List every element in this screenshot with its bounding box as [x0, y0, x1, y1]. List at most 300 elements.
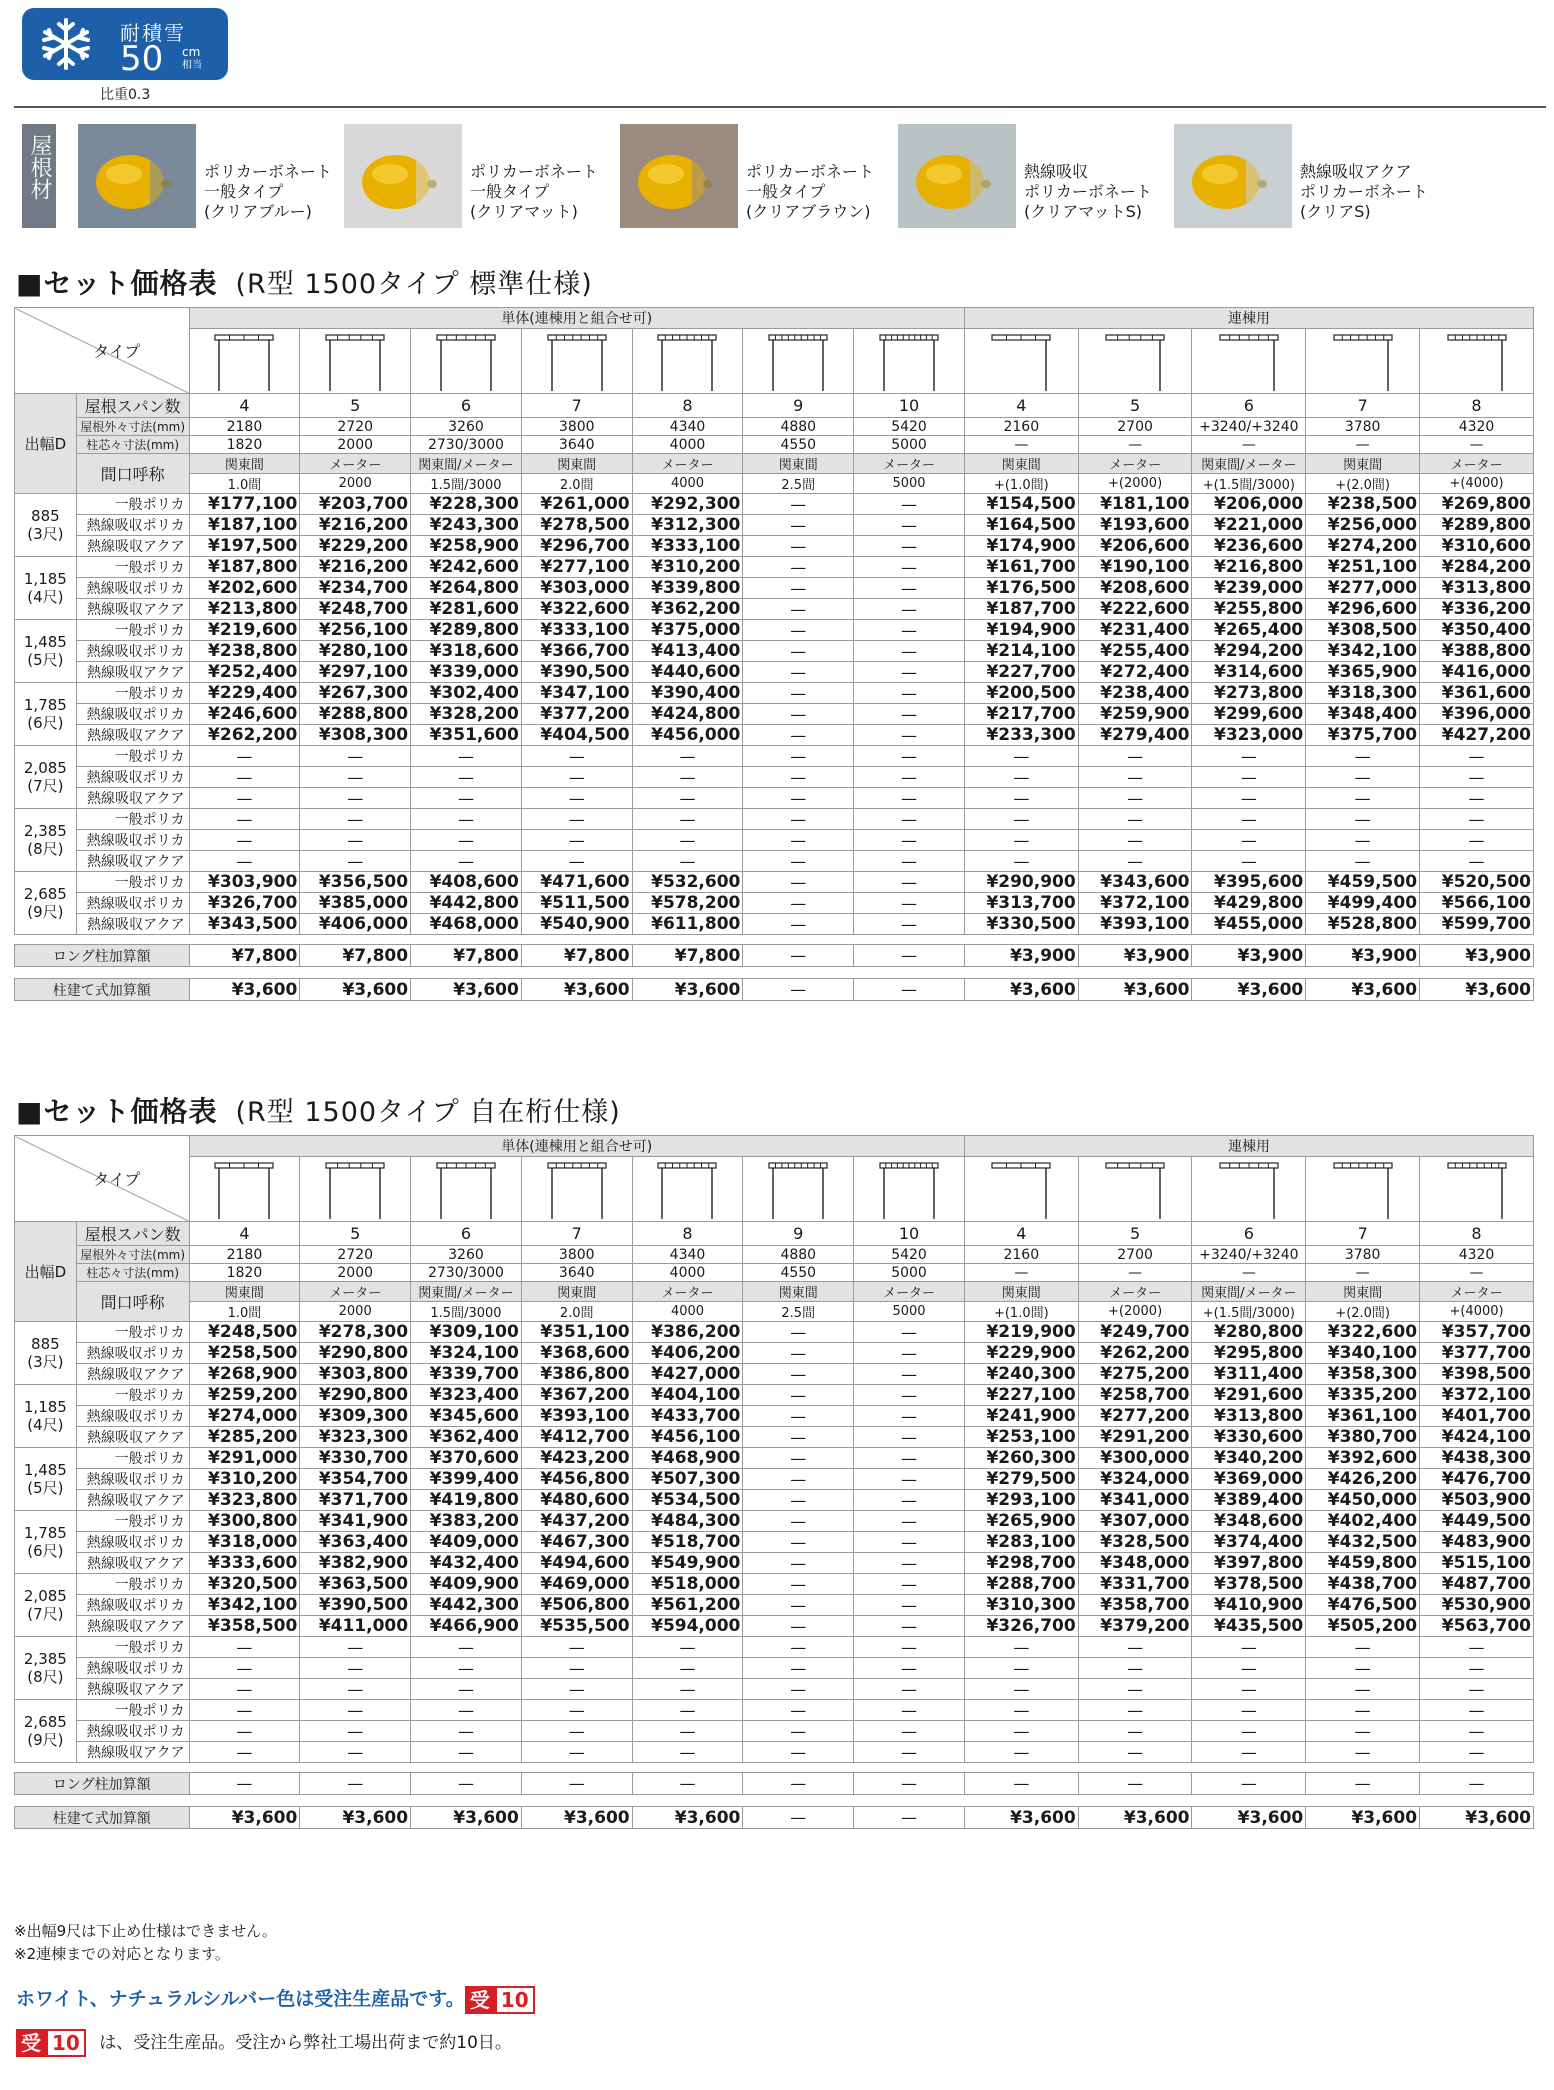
header-value: 9 — [743, 394, 854, 418]
long-post-value: — — [1420, 1773, 1534, 1795]
type-diagram-icon — [1306, 329, 1420, 394]
price-na: — — [1306, 1658, 1420, 1679]
price-cell: ¥274,000 — [189, 1406, 300, 1427]
roof-material-line: ポリカーボネート — [1300, 182, 1428, 201]
lemon-photo — [78, 124, 196, 228]
frontage-bottom: +(2.0間) — [1306, 1302, 1420, 1322]
price-cell: ¥176,500 — [964, 578, 1078, 599]
price-na: — — [189, 830, 300, 851]
header-value: 5 — [1078, 1222, 1192, 1246]
price-na: — — [743, 767, 854, 788]
price-cell: ¥404,100 — [632, 1385, 743, 1406]
price-na: — — [521, 1742, 632, 1763]
roof-material-line: 熱線吸収 — [1024, 162, 1089, 181]
header-value: 10 — [854, 394, 965, 418]
glass-type: 熱線吸収アクア — [76, 662, 189, 683]
price-na: — — [300, 851, 411, 872]
header-value: 6 — [1192, 1222, 1306, 1246]
price-na: — — [1078, 1721, 1192, 1742]
type-diagram-icon — [632, 329, 743, 394]
price-na: — — [743, 704, 854, 725]
roof-material-line: 一般タイプ — [204, 182, 284, 201]
price-cell: ¥367,200 — [521, 1385, 632, 1406]
header-value: 4 — [964, 1222, 1078, 1246]
price-na: — — [1192, 788, 1306, 809]
post-style-value: ¥3,600 — [1420, 979, 1534, 1001]
price-cell: ¥214,100 — [964, 641, 1078, 662]
width-mm: 1,485 — [23, 1461, 67, 1479]
price-cell: ¥275,200 — [1078, 1364, 1192, 1385]
price-na: — — [1078, 746, 1192, 767]
price-na: — — [854, 746, 965, 767]
price-cell: ¥213,800 — [189, 599, 300, 620]
price-cell: ¥382,900 — [300, 1553, 411, 1574]
price-cell: ¥432,500 — [1306, 1532, 1420, 1553]
table-row — [15, 641, 1534, 662]
price-na: — — [411, 851, 522, 872]
price-na: — — [743, 1679, 854, 1700]
header-value: 8 — [1420, 1222, 1534, 1246]
roof-material-line: ポリカーボネート — [1024, 182, 1152, 201]
price-na: — — [411, 1742, 522, 1763]
lemon-photo — [344, 124, 462, 228]
header-value: 3780 — [1306, 1246, 1420, 1264]
long-post-value: ¥7,800 — [300, 945, 411, 967]
table-row — [15, 1574, 1534, 1595]
price-cell: ¥530,900 — [1420, 1595, 1534, 1616]
price-cell: ¥371,700 — [300, 1490, 411, 1511]
price-na: — — [743, 830, 854, 851]
price-na: — — [743, 1616, 854, 1637]
price-cell: ¥561,200 — [632, 1595, 743, 1616]
post-style-value: ¥3,600 — [964, 979, 1078, 1001]
price-cell: ¥343,500 — [189, 914, 300, 935]
group-multi: 連棟用 — [964, 1136, 1533, 1157]
glass-type: 一般ポリカ — [76, 683, 189, 704]
glass-type: 一般ポリカ — [76, 1511, 189, 1532]
price-cell: ¥340,100 — [1306, 1343, 1420, 1364]
price-na: — — [743, 725, 854, 746]
table-row — [15, 662, 1534, 683]
width-header: 出幅D — [15, 394, 77, 494]
section-subtitle: (R型 1500タイプ 標準仕様) — [235, 269, 593, 300]
header-value: 5420 — [854, 418, 965, 436]
header-value: 5420 — [854, 1246, 965, 1264]
price-na: — — [854, 1658, 965, 1679]
long-post-row — [15, 945, 1534, 967]
price-na: — — [854, 1406, 965, 1427]
price-na: — — [743, 536, 854, 557]
price-cell: ¥326,700 — [189, 893, 300, 914]
long-post-value: ¥7,800 — [411, 945, 522, 967]
width-mm: 1,785 — [23, 1524, 67, 1542]
price-cell: ¥200,500 — [964, 683, 1078, 704]
price-cell: ¥278,300 — [300, 1322, 411, 1343]
price-na: — — [521, 1637, 632, 1658]
price-cell: ¥348,000 — [1078, 1553, 1192, 1574]
roof-material-line: (クリアブラウン) — [746, 202, 871, 221]
price-cell: ¥274,200 — [1306, 536, 1420, 557]
glass-type: 熱線吸収ポリカ — [76, 1658, 189, 1679]
price-cell: ¥310,200 — [632, 557, 743, 578]
type-diagram-icon — [300, 1157, 411, 1222]
roof-material-tag — [22, 124, 56, 228]
price-cell: ¥408,600 — [411, 872, 522, 893]
price-na: — — [300, 1658, 411, 1679]
spacer-cell — [15, 935, 1534, 945]
price-na: — — [854, 1721, 965, 1742]
price-cell: ¥273,800 — [1192, 683, 1306, 704]
price-cell: ¥238,400 — [1078, 683, 1192, 704]
table-row — [15, 1490, 1534, 1511]
price-cell: ¥303,800 — [300, 1364, 411, 1385]
price-cell: ¥599,700 — [1420, 914, 1534, 935]
price-cell: ¥432,400 — [411, 1553, 522, 1574]
price-cell: ¥239,000 — [1192, 578, 1306, 599]
price-cell: ¥246,600 — [189, 704, 300, 725]
type-diagram-icon — [521, 329, 632, 394]
price-na: — — [854, 620, 965, 641]
price-cell: ¥154,500 — [964, 494, 1078, 515]
post-style-value: ¥3,600 — [1306, 1807, 1420, 1829]
price-cell: ¥379,200 — [1078, 1616, 1192, 1637]
price-cell: ¥528,800 — [1306, 914, 1420, 935]
table-row — [15, 1658, 1534, 1679]
header-value: 3800 — [521, 1246, 632, 1264]
price-na: — — [411, 767, 522, 788]
header-value: 6 — [411, 1222, 522, 1246]
type-diagram-icon — [743, 329, 854, 394]
header-value: 4 — [189, 1222, 300, 1246]
price-na: — — [964, 1637, 1078, 1658]
price-na: — — [1306, 830, 1420, 851]
price-cell: ¥390,500 — [521, 662, 632, 683]
price-na: — — [1078, 788, 1192, 809]
price-cell: ¥277,200 — [1078, 1406, 1192, 1427]
glass-type: 熱線吸収アクア — [76, 1679, 189, 1700]
price-cell: ¥288,700 — [964, 1574, 1078, 1595]
header-row-spans — [15, 1222, 1534, 1246]
price-cell: ¥322,600 — [1306, 1322, 1420, 1343]
table-row — [15, 536, 1534, 557]
type-diagram-icon — [964, 329, 1078, 394]
price-cell: ¥377,200 — [521, 704, 632, 725]
price-na: — — [854, 1343, 965, 1364]
price-na: — — [1192, 1721, 1306, 1742]
price-cell: ¥388,800 — [1420, 641, 1534, 662]
price-cell: ¥309,300 — [300, 1406, 411, 1427]
price-cell: ¥280,100 — [300, 641, 411, 662]
table-row — [15, 1532, 1534, 1553]
price-cell: ¥229,200 — [300, 536, 411, 557]
header-value: 7 — [1306, 1222, 1420, 1246]
price-cell: ¥378,500 — [1192, 1574, 1306, 1595]
glass-type: 熱線吸収アクア — [76, 1364, 189, 1385]
price-cell: ¥310,200 — [189, 1469, 300, 1490]
price-cell: ¥419,800 — [411, 1490, 522, 1511]
price-cell: ¥277,100 — [521, 557, 632, 578]
price-cell: ¥459,500 — [1306, 872, 1420, 893]
width-cell — [15, 494, 77, 557]
price-na: — — [1192, 746, 1306, 767]
price-na: — — [300, 1637, 411, 1658]
price-cell: ¥310,600 — [1420, 536, 1534, 557]
table-row — [15, 767, 1534, 788]
price-na: — — [632, 1721, 743, 1742]
price-na: — — [1420, 1700, 1534, 1721]
type-diagram-icon — [743, 1157, 854, 1222]
price-cell: ¥330,600 — [1192, 1427, 1306, 1448]
header-value: 2730/3000 — [411, 436, 522, 454]
width-cell — [15, 1637, 77, 1700]
price-cell: ¥174,900 — [964, 536, 1078, 557]
roof-material-line: (クリアブルー) — [204, 202, 312, 221]
header-row-group — [15, 308, 1534, 329]
price-cell: ¥540,900 — [521, 914, 632, 935]
price-na: — — [1078, 830, 1192, 851]
price-cell: ¥281,600 — [411, 599, 522, 620]
price-cell: ¥466,900 — [411, 1616, 522, 1637]
price-cell: ¥361,100 — [1306, 1406, 1420, 1427]
price-na: — — [854, 893, 965, 914]
header-value: 4550 — [743, 1264, 854, 1282]
price-cell: ¥506,800 — [521, 1595, 632, 1616]
price-cell: ¥442,800 — [411, 893, 522, 914]
header-row-post — [15, 436, 1534, 454]
price-cell: ¥300,800 — [189, 1511, 300, 1532]
price-na: — — [854, 1553, 965, 1574]
roof-material-label — [746, 162, 874, 222]
header-row-frontage-bottom — [15, 1302, 1534, 1322]
price-cell: ¥341,900 — [300, 1511, 411, 1532]
frontage-bottom: 2.5間 — [743, 1302, 854, 1322]
snow-load-badge — [22, 8, 228, 80]
table-row — [15, 1448, 1534, 1469]
glass-type: 一般ポリカ — [76, 809, 189, 830]
price-cell: ¥240,300 — [964, 1364, 1078, 1385]
price-cell: ¥202,600 — [189, 578, 300, 599]
type-diagram-icon — [854, 329, 965, 394]
width-shaku: (5尺) — [27, 651, 64, 669]
price-na: — — [964, 1742, 1078, 1763]
width-mm: 2,685 — [23, 885, 67, 903]
glass-type: 熱線吸収ポリカ — [76, 515, 189, 536]
price-cell: ¥424,800 — [632, 704, 743, 725]
price-cell: ¥499,400 — [1306, 893, 1420, 914]
price-cell: ¥265,400 — [1192, 620, 1306, 641]
price-cell: ¥456,000 — [632, 725, 743, 746]
price-cell: ¥164,500 — [964, 515, 1078, 536]
price-cell: ¥299,600 — [1192, 704, 1306, 725]
price-cell: ¥375,700 — [1306, 725, 1420, 746]
frontage-bottom: 1.5間/3000 — [411, 474, 522, 494]
price-cell: ¥476,700 — [1420, 1469, 1534, 1490]
price-cell: ¥222,600 — [1078, 599, 1192, 620]
type-label: タイプ — [93, 342, 141, 361]
price-na: — — [854, 1385, 965, 1406]
price-cell: ¥343,600 — [1078, 872, 1192, 893]
width-shaku: (7尺) — [27, 1605, 64, 1623]
price-cell: ¥262,200 — [1078, 1343, 1192, 1364]
price-na: — — [964, 1658, 1078, 1679]
price-cell: ¥330,500 — [964, 914, 1078, 935]
row-label-spans: 屋根スパン数 — [76, 394, 189, 418]
price-na: — — [411, 1637, 522, 1658]
uke-mark: 受 — [465, 1986, 495, 2014]
width-mm: 1,185 — [23, 570, 67, 588]
price-cell: ¥293,100 — [964, 1490, 1078, 1511]
price-cell: ¥297,100 — [300, 662, 411, 683]
price-cell: ¥197,500 — [189, 536, 300, 557]
section-title: ■セット価格表 — [16, 267, 218, 300]
type-diagram-icon — [300, 329, 411, 394]
price-cell: ¥357,700 — [1420, 1322, 1534, 1343]
frontage-bottom: +(1.5間/3000) — [1192, 1302, 1306, 1322]
post-style-label: 柱建て式加算額 — [15, 979, 190, 1001]
header-value: 2180 — [189, 1246, 300, 1264]
table-row — [15, 893, 1534, 914]
price-cell: ¥423,200 — [521, 1448, 632, 1469]
price-cell: ¥362,400 — [411, 1427, 522, 1448]
frontage-bottom: 1.0間 — [189, 474, 300, 494]
price-na: — — [1306, 767, 1420, 788]
corner-cell — [15, 308, 190, 394]
price-cell: ¥368,600 — [521, 1343, 632, 1364]
type-diagram-icon — [411, 1157, 522, 1222]
table-row — [15, 1343, 1534, 1364]
long-post-row — [15, 1773, 1534, 1795]
header-value: — — [964, 436, 1078, 454]
price-cell: ¥216,200 — [300, 515, 411, 536]
price-na: — — [854, 1448, 965, 1469]
spacer-cell — [15, 967, 1534, 979]
price-na: — — [743, 1385, 854, 1406]
long-post-value: — — [521, 1773, 632, 1795]
price-cell: ¥300,000 — [1078, 1448, 1192, 1469]
header-value: 7 — [521, 1222, 632, 1246]
price-na: — — [743, 662, 854, 683]
price-cell: ¥323,000 — [1192, 725, 1306, 746]
glass-type: 一般ポリカ — [76, 1385, 189, 1406]
long-post-value: — — [743, 945, 854, 967]
frontage-bottom: 2.5間 — [743, 474, 854, 494]
width-shaku: (9尺) — [27, 903, 64, 921]
price-cell: ¥216,800 — [1192, 557, 1306, 578]
post-style-value: ¥3,600 — [189, 979, 300, 1001]
table-row — [15, 1553, 1534, 1574]
frontage-top: 関東間 — [743, 1282, 854, 1302]
frontage-bottom: 2.0間 — [521, 1302, 632, 1322]
price-cell: ¥308,500 — [1306, 620, 1420, 641]
table-row — [15, 599, 1534, 620]
price-na: — — [189, 809, 300, 830]
price-cell: ¥484,300 — [632, 1511, 743, 1532]
price-cell: ¥228,300 — [411, 494, 522, 515]
frontage-bottom: 2.0間 — [521, 474, 632, 494]
price-cell: ¥409,900 — [411, 1574, 522, 1595]
glass-type: 一般ポリカ — [76, 746, 189, 767]
post-style-value: ¥3,600 — [632, 1807, 743, 1829]
price-na: — — [189, 1700, 300, 1721]
price-na: — — [743, 1322, 854, 1343]
header-value: — — [1192, 436, 1306, 454]
price-na: — — [743, 1406, 854, 1427]
price-cell: ¥258,700 — [1078, 1385, 1192, 1406]
header-value: 8 — [632, 394, 743, 418]
price-na: — — [854, 809, 965, 830]
price-na: — — [854, 683, 965, 704]
price-cell: ¥377,700 — [1420, 1343, 1534, 1364]
price-cell: ¥390,500 — [300, 1595, 411, 1616]
price-cell: ¥284,200 — [1420, 557, 1534, 578]
price-na: — — [854, 1679, 965, 1700]
price-na: — — [854, 914, 965, 935]
price-cell: ¥406,000 — [300, 914, 411, 935]
frontage-top: メーター — [300, 1282, 411, 1302]
price-cell: ¥437,200 — [521, 1511, 632, 1532]
price-cell: ¥318,300 — [1306, 683, 1420, 704]
price-cell: ¥480,600 — [521, 1490, 632, 1511]
header-value: 8 — [1420, 394, 1534, 418]
header-row-icons — [15, 1157, 1534, 1222]
price-cell: ¥348,400 — [1306, 704, 1420, 725]
price-cell: ¥264,800 — [411, 578, 522, 599]
glass-type: 熱線吸収ポリカ — [76, 1469, 189, 1490]
price-cell: ¥566,100 — [1420, 893, 1534, 914]
price-cell: ¥456,800 — [521, 1469, 632, 1490]
roof-material-line: ポリカーボネート — [470, 162, 598, 181]
roof-material-label — [1300, 162, 1428, 222]
frontage-top: メーター — [1078, 454, 1192, 474]
spacer-row — [15, 1763, 1534, 1773]
made-to-order-mark — [16, 2029, 86, 2057]
table-row — [15, 1406, 1534, 1427]
price-cell: ¥238,500 — [1306, 494, 1420, 515]
canopy-type-icon — [1218, 1157, 1280, 1221]
glass-type: 熱線吸収アクア — [76, 536, 189, 557]
price-cell: ¥372,100 — [1420, 1385, 1534, 1406]
price-cell: ¥393,100 — [521, 1406, 632, 1427]
price-cell: ¥249,700 — [1078, 1322, 1192, 1343]
price-na: — — [411, 1721, 522, 1742]
price-na: — — [854, 767, 965, 788]
frontage-top: 関東間 — [743, 454, 854, 474]
price-cell: ¥206,600 — [1078, 536, 1192, 557]
price-na: — — [854, 830, 965, 851]
roof-material-line: ポリカーボネート — [204, 162, 332, 181]
frontage-bottom: 2000 — [300, 474, 411, 494]
group-single: 単体(連棟用と組合せ可) — [189, 1136, 964, 1157]
price-na: — — [854, 1637, 965, 1658]
price-na: — — [743, 1343, 854, 1364]
post-style-value: ¥3,600 — [521, 979, 632, 1001]
header-row-outer — [15, 418, 1534, 436]
header-value: — — [1078, 1264, 1192, 1282]
price-cell: ¥476,500 — [1306, 1595, 1420, 1616]
uke-mark: 受 — [16, 2029, 46, 2057]
price-na: — — [854, 1742, 965, 1763]
price-cell: ¥258,900 — [411, 536, 522, 557]
price-cell: ¥313,800 — [1420, 578, 1534, 599]
price-cell: ¥219,600 — [189, 620, 300, 641]
price-cell: ¥455,000 — [1192, 914, 1306, 935]
price-cell: ¥426,200 — [1306, 1469, 1420, 1490]
header-value: 1820 — [189, 1264, 300, 1282]
frontage-top: 関東間/メーター — [411, 1282, 522, 1302]
price-cell: ¥424,100 — [1420, 1427, 1534, 1448]
table-row — [15, 788, 1534, 809]
glass-type: 熱線吸収ポリカ — [76, 1532, 189, 1553]
